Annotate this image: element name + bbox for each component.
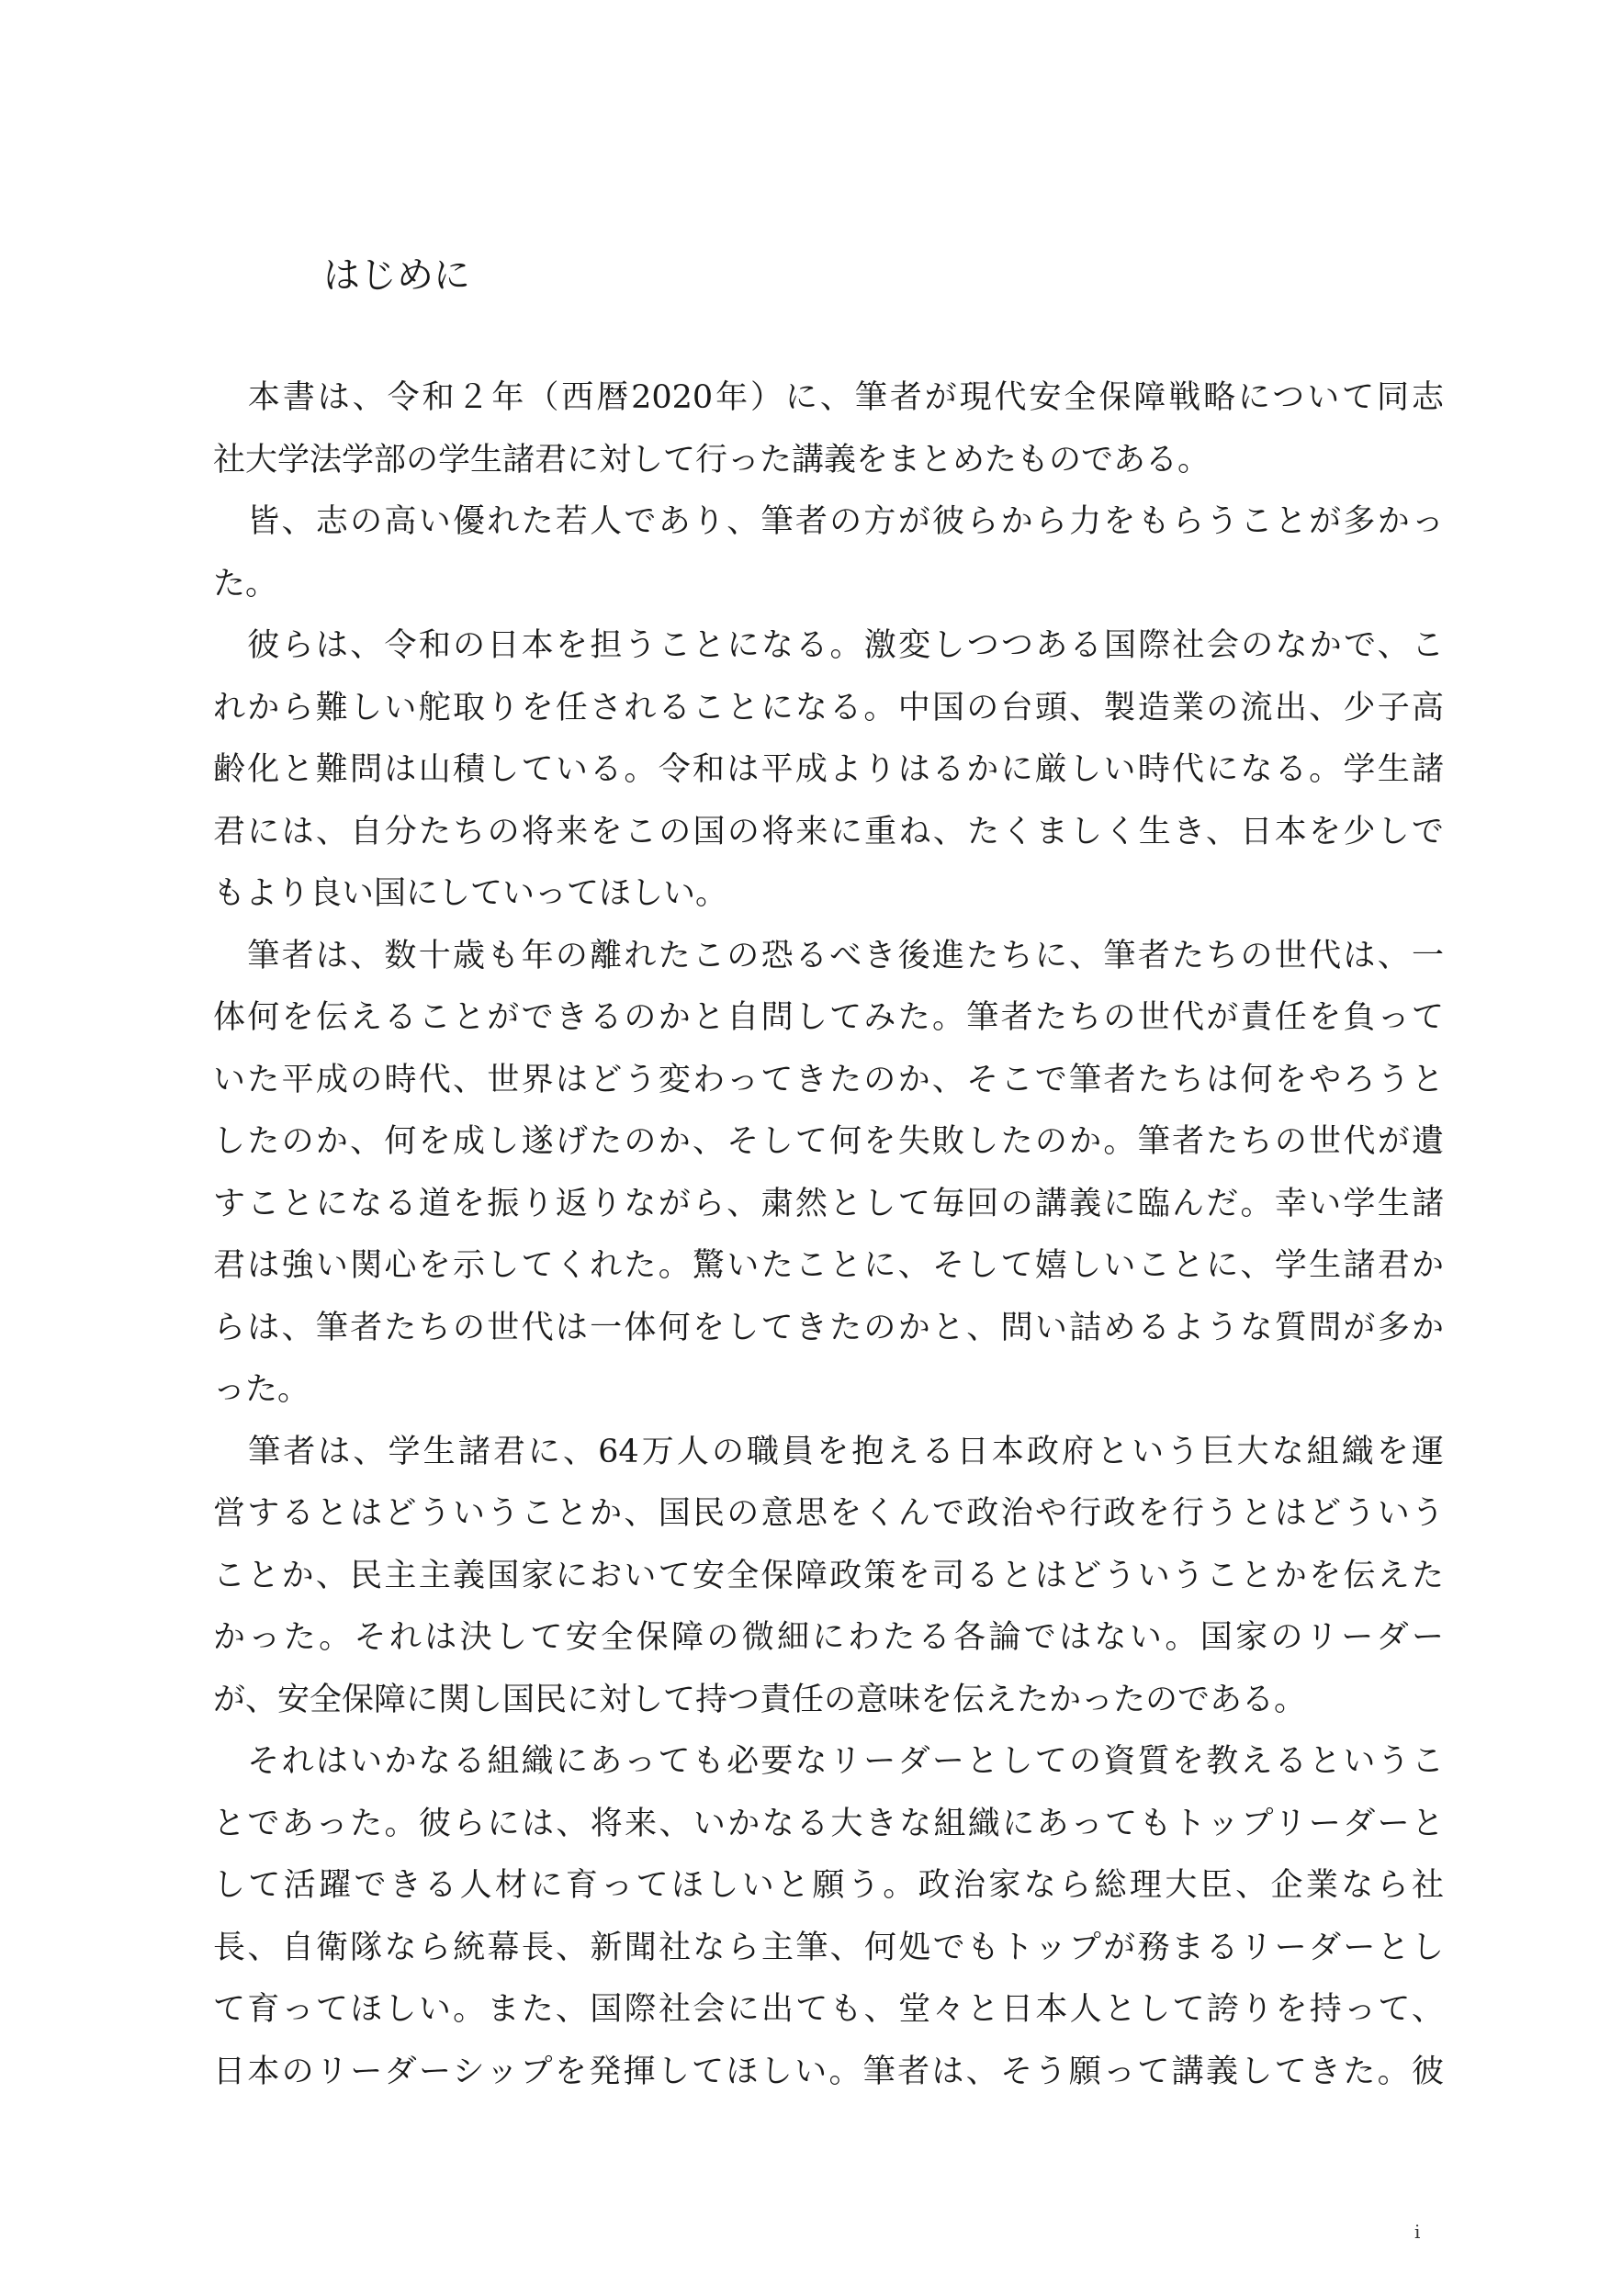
page-number: i — [1414, 2221, 1421, 2243]
text-line: 君は強い関心を示してくれた。驚いたことに、そして嬉しいことに、学生諸君か — [213, 1247, 1444, 1284]
text-line: かった。それは決して安全保障の微細にわたる各論ではない。国家のリーダー — [213, 1619, 1444, 1656]
text-line: 長、自衛隊なら統幕長、新聞社なら主筆、何処でもトップが務まるリーダーとし — [213, 1929, 1444, 1966]
text-line: 体何を伝えることができるのかと自問してみた。筆者たちの世代が責任を負って — [213, 999, 1444, 1036]
text-line: て育ってほしい。また、国際社会に出ても、堂々と日本人として誇りを持って、 — [213, 1991, 1444, 2028]
text-line: れから難しい舵取りを任されることになる。中国の台頭、製造業の流出、少子高 — [213, 689, 1444, 726]
text-line: いた平成の時代、世界はどう変わってきたのか、そこで筆者たちは何をやろうと — [213, 1061, 1444, 1098]
text-line: 皆、志の高い優れた若人であり、筆者の方が彼らから力をもらうことが多かっ — [213, 503, 1444, 540]
text-line: して活躍できる人材に育ってほしいと願う。政治家なら総理大臣、企業なら社 — [213, 1867, 1444, 1904]
text-line: 齢化と難問は山積している。令和は平成よりはるかに厳しい時代になる。学生諸 — [213, 751, 1444, 788]
text-line: ことか、民主主義国家において安全保障政策を司るとはどういうことかを伝えた — [213, 1557, 1444, 1594]
text-line: 筆者は、数十歳も年の離れたこの恐るべき後進たちに、筆者たちの世代は、一 — [213, 937, 1444, 974]
text-line: とであった。彼らには、将来、いかなる大きな組織にあってもトップリーダーと — [213, 1805, 1444, 1842]
text-line: したのか、何を成し遂げたのか、そして何を失敗したのか。筆者たちの世代が遺 — [213, 1123, 1444, 1160]
text-line: すことになる道を振り返りながら、粛然として毎回の講義に臨んだ。幸い学生諸 — [213, 1185, 1444, 1222]
text-line: もより良い国にしていってほしい。 — [213, 875, 728, 912]
text-line: 営するとはどういうことか、国民の意思をくんで政治や行政を行うとはどういう — [213, 1495, 1444, 1532]
chapter-heading: はじめに — [323, 254, 470, 297]
text-line: 日本のリーダーシップを発揮してほしい。筆者は、そう願って講義してきた。彼 — [213, 2053, 1444, 2090]
text-line: 筆者は、学生諸君に、64万人の職員を抱える日本政府という巨大な組織を運 — [213, 1433, 1444, 1470]
text-line: 彼らは、令和の日本を担うことになる。激変しつつある国際社会のなかで、こ — [213, 627, 1444, 664]
text-line: が、安全保障に関し国民に対して持つ責任の意味を伝えたかったのである。 — [213, 1681, 1307, 1718]
body-text — [213, 367, 1444, 2103]
text-line: た。 — [213, 565, 278, 602]
text-line: それはいかなる組織にあっても必要なリーダーとしての資質を教えるというこ — [213, 1743, 1444, 1780]
text-line: った。 — [213, 1371, 310, 1408]
text-line: 社大学法学部の学生諸君に対して行った講義をまとめたものである。 — [213, 441, 1211, 478]
text-line: 君には、自分たちの将来をこの国の将来に重ね、たくましく生き、日本を少しで — [213, 813, 1444, 850]
text-line: 本書は、令和２年（西暦2020年）に、筆者が現代安全保障戦略について同志 — [213, 379, 1444, 416]
text-line: らは、筆者たちの世代は一体何をしてきたのかと、問い詰めるような質問が多か — [213, 1309, 1444, 1346]
